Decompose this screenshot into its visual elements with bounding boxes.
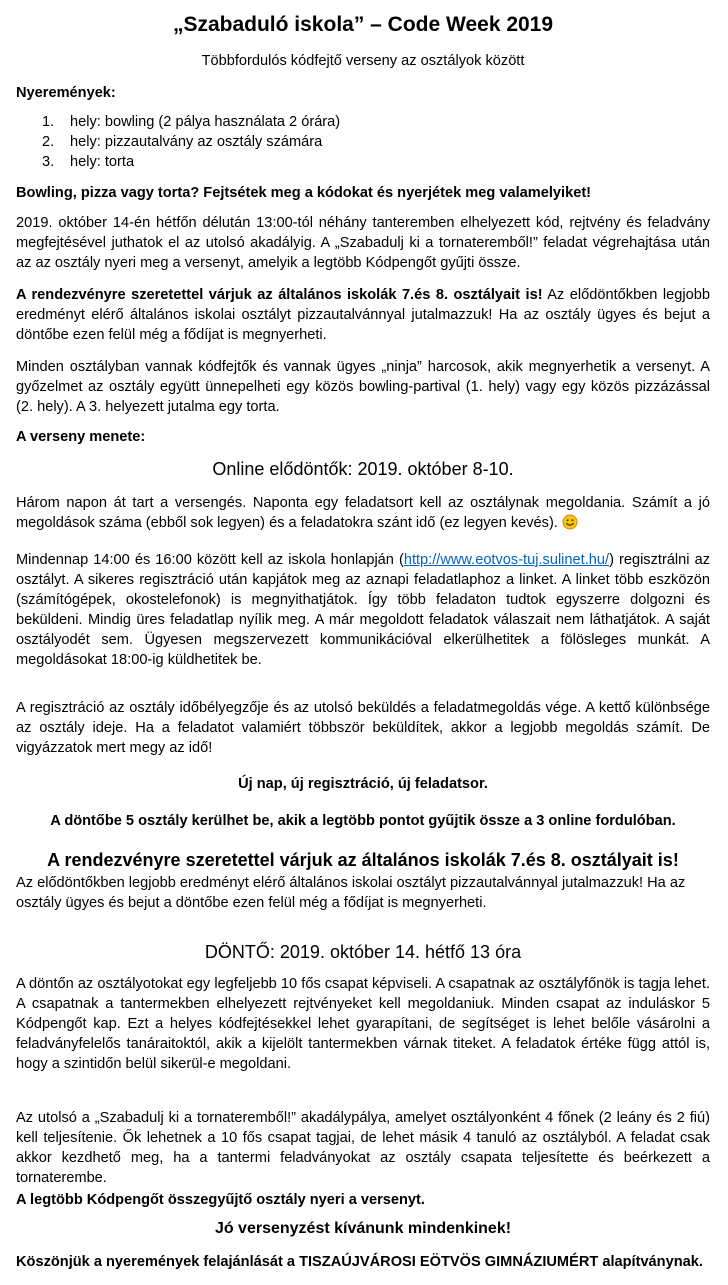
prize-number: 3.	[42, 154, 55, 170]
final-heading: DÖNTŐ: 2019. október 14. hétfő 13 óra	[204, 942, 522, 962]
timestamp-paragraph: A regisztráció az osztály időbélyegzője és az utolsó beküldés a feladatmegoldás vége. A kettő különbsége az osztály ideje. Ha a feladatot valamiért többször beküldítek, akkor a legjobb megoldás számít. De vigyázzatok mert megy az idő!	[16, 700, 710, 756]
registration-text-start: Mindennap 14:00 és 16:00 között kell az iskola honlapján (	[16, 552, 404, 568]
slogan: Bowling, pizza vagy torta? Fejtsétek meg a kódokat és nyerjétek meg valamelyiket!	[16, 185, 592, 201]
online-paragraph	[16, 493, 710, 533]
document-subtitle: Többfordulós kódfejtő verseny az osztályok között	[201, 53, 525, 69]
final-paragraph: A döntőn az osztályotokat egy legfeljebb 10 fős csapat képviseli. A csapatnak az osztályfőnök is tagja lehet. A csapatnak a tantermekben elhelyezett rejtvényeket kell megoldaniuk. Minden csapat az induláskor 5 Kódpengőt kap. Ezt a helyes kódfejtésekkel lehet gyarapítani, de segítséget is lehet belőle vásárolni a feladványfelelős tanáraitoktól, akik a kijelölt tantermekben várnak titeket. A feladatok értéke függ attól is, hogy a szintidőn belül sikerül-e megoldani.	[16, 976, 710, 1072]
prizes-heading: Nyeremények:	[16, 85, 116, 101]
prizes-list	[16, 112, 340, 172]
registration-text-end: ) regisztrálni az osztályt. A sikeres regisztráció után kapjátok meg az aznapi feladatlaphoz a linket. A linket több eszközön (számítógépek, okostelefonok) is megnyithatjátok. Így több feladaton tudtok egyszerre dolgozni és beküldeni. Mindig üres feladatlap nyílik meg. A már megoldott feladatok válaszait nem láthatjátok. A saját osztályodét sem. Ügyesen megszervezett kommunikációval elkerülhetitek a fölösleges munkát. A megoldásokat 18:00-ig küldhetitek be.	[16, 552, 710, 668]
prize-item	[16, 152, 340, 172]
invite-paragraph	[16, 285, 710, 345]
prize-number: 1.	[42, 114, 55, 130]
good-luck-line: Jó versenyzést kívánunk mindenkinek!	[214, 1220, 512, 1237]
online-heading: Online elődöntők: 2019. október 8-10.	[212, 459, 514, 479]
prize-text: hely: pizzautalvány az osztály számára	[70, 134, 323, 150]
online-text: Három napon át tart a versengés. Naponta egy feladatsort kell az osztálynak megoldania. Számít a jó megoldások száma (ebből sok legyen) és a feladatokra szánt idő (ez legyen kevés).	[16, 495, 710, 531]
prize-text: hely: bowling (2 pálya használata 2 órára)	[70, 114, 341, 130]
obstacle-paragraph: Az utolsó a „Szabadulj ki a tornateremből!” akadálypálya, amelyet osztályonként 4 főnek (2 leány és 2 fiú) kell teljesítenie. Ők lehetnek a 10 fős csapat tagjai, de lehet másik 4 tanuló az osztályból. A feladat csak akkor kezdhető meg, ha a tantermi feladványokat az osztály csapata teljesítette és beérkezett a tornaterembe.	[16, 1110, 710, 1186]
invite-rest: Az elődöntőkben legjobb eredményt elérő általános iskolai osztályt pizzautalvánnyal jutalmazzuk! Ha az osztály ügyes és bejut a döntőbe ezen felül még a fődíjat is megnyerheti.	[16, 287, 710, 343]
thanks-line: Köszönjük a nyeremények felajánlását a TISZAÚJVÁROSI EÖTVÖS GIMNÁZIUMÉRT alapítványnak.	[16, 1254, 703, 1270]
prize-text: hely: torta	[70, 154, 135, 170]
invite-paragraph-2: Az elődöntőkben legjobb eredményt elérő általános iskolai osztályt pizzautalvánnyal jutalmazzuk! Ha az osztály ügyes és bejut a döntőbe ezen felül még a fődíjat is megnyerheti.	[16, 875, 686, 911]
document-title: „Szabaduló iskola” – Code Week 2019	[172, 13, 554, 36]
invite-heading: A rendezvényre szeretettel várjuk az általános iskolák 7.és 8. osztályait is!	[47, 850, 679, 870]
final-five-line: A döntőbe 5 osztály kerülhet be, akik a legtöbb pontot gyűjtik össze a 3 online fordulóban.	[50, 813, 676, 829]
prize-item	[16, 132, 340, 152]
school-website-link[interactable]: http://www.eotvos-tuj.sulinet.hu/	[403, 552, 610, 568]
smiling-face-icon	[562, 514, 578, 530]
process-heading: A verseny menete:	[16, 429, 146, 445]
ninja-paragraph: Minden osztályban vannak kódfejtők és vannak ügyes „ninja” harcosok, akik megnyerhetik a versenyt. A győzelmet az osztály együtt ünnepelheti egy közös bowling-partival (1. hely) vagy egy közös pizzázással (2. hely). A 3. helyezett jutalma egy torta.	[16, 359, 710, 415]
prize-item	[16, 112, 340, 132]
winner-line: A legtöbb Kódpengőt összegyűjtő osztály nyeri a versenyt.	[16, 1192, 425, 1208]
invite-bold: A rendezvényre szeretettel várjuk az általános iskolák 7.és 8. osztályait is!	[16, 287, 543, 303]
intro-paragraph: 2019. október 14-én hétfőn délután 13:00-tól néhány tanteremben elhelyezett kód, rejtvény és feladvány megfejtésével juthatok el az utolsó akadályig. A „Szabadulj ki a tornateremből!” feladat végrehajtása után az az osztály nyeri meg a versenyt, amelyik a legtöbb Kódpengőt gyűjti össze.	[16, 215, 710, 271]
registration-paragraph	[16, 550, 710, 670]
prize-number: 2.	[42, 134, 55, 150]
new-day-line: Új nap, új regisztráció, új feladatsor.	[238, 776, 488, 792]
